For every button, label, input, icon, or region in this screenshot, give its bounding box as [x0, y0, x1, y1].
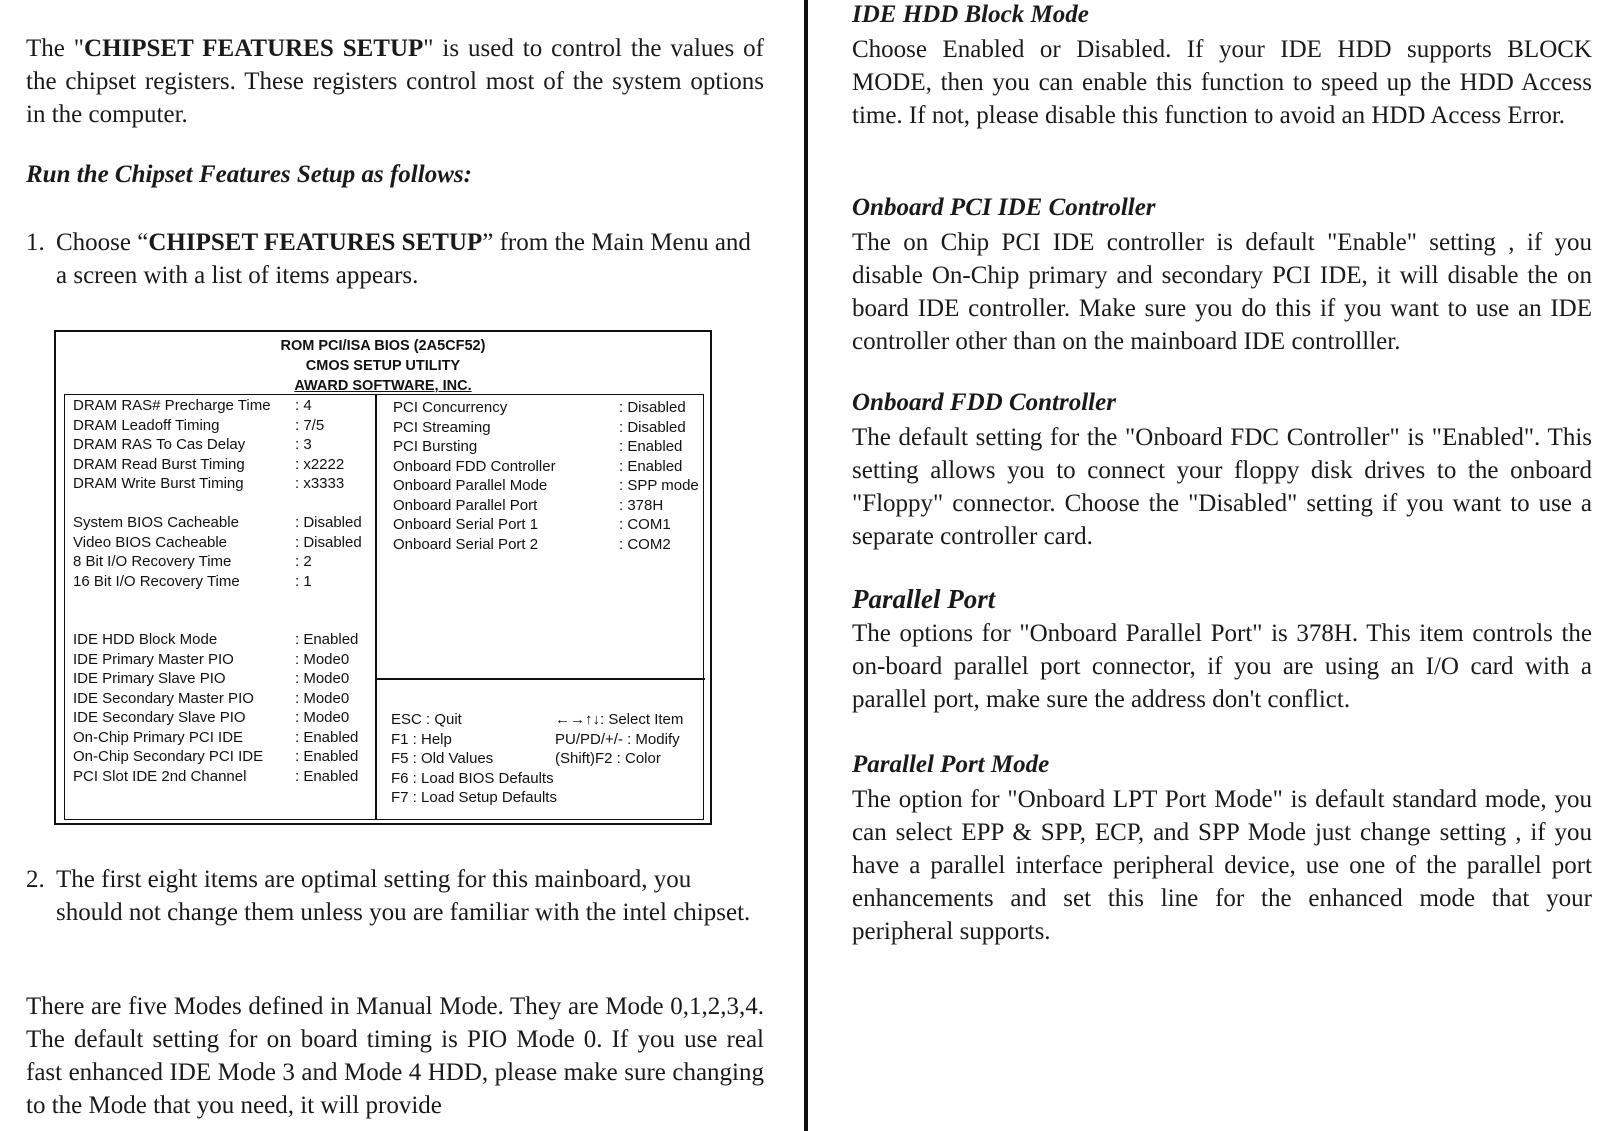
bios-item-value: : COM1: [619, 516, 671, 533]
section-text: The options for "Onboard Parallel Port" is 378H. This item controls the on-board parallel port connector, if you are using an I/O card with a parallel port, make sure the address don't conflict.: [852, 620, 1592, 713]
bios-item-value: : 7/5: [295, 416, 325, 434]
bios-item-label: IDE Secondary Slave PIO: [73, 709, 246, 726]
section-onboard-fdd-controller: [852, 388, 1592, 553]
section-onboard-pci-ide-controller: [852, 193, 1592, 358]
bios-item-value: : Disabled: [295, 533, 362, 551]
bios-key-label: F5 : Old Values: [391, 750, 494, 767]
bios-item-label: Video BIOS Cacheable: [73, 533, 227, 551]
bios-item-label: System BIOS Cacheable: [73, 514, 239, 531]
intro-keyword: CHIPSET FEATURES SETUP: [84, 35, 424, 62]
bios-item-value: : x3333: [295, 475, 345, 492]
section-title: Parallel Port: [852, 584, 996, 614]
bios-header-line2: CMOS SETUP UTILITY: [305, 358, 461, 374]
bios-key-label: ESC : Quit: [391, 711, 462, 728]
bios-item-label: PCI Bursting: [393, 438, 478, 455]
bios-key-value: ←→↑↓: Select Item: [555, 711, 684, 728]
bios-item-label: IDE Primary Slave PIO: [73, 670, 226, 687]
bios-item-label: Onboard FDD Controller: [393, 457, 556, 475]
bios-divider-vertical: [375, 395, 377, 819]
bios-item-value: : 3: [295, 436, 312, 453]
bios-item-value: : Enabled: [295, 631, 359, 648]
bios-screen: [54, 330, 712, 825]
intro-paragraph: [26, 32, 764, 131]
bios-item-value: : Enabled: [619, 438, 683, 455]
bios-item-label: IDE HDD Block Mode: [73, 631, 218, 648]
step-1-text: [56, 226, 764, 292]
bios-item-label: IDE Primary Master PIO: [73, 650, 234, 668]
bios-item-value: : Mode0: [295, 670, 350, 687]
section-title: IDE HDD Block Mode: [852, 1, 1089, 28]
bios-item-value: : Disabled: [295, 514, 362, 531]
section-title: Onboard PCI IDE Controller: [852, 194, 1156, 221]
bios-item-value: : Mode0: [295, 709, 350, 726]
intro-post: " is used to control the values of the chipset registers. These registers control most of the system options in the computer.: [26, 35, 765, 128]
bios-item-label: Onboard Parallel Port: [393, 496, 538, 514]
bios-key-label: F1 : Help: [391, 730, 452, 748]
section-parallel-port: [852, 584, 1592, 716]
bios-item-value: : Enabled: [619, 457, 683, 475]
step-1-keyword: CHIPSET FEATURES SETUP: [148, 229, 483, 256]
section-text: The on Chip PCI IDE controller is default "Enable" setting , if you disable On-Chip primary and secondary PCI IDE, it will disable the on board IDE controller. Make sure you do this if you want to use an IDE controller other than on the mainboard IDE controlller.: [852, 229, 1592, 355]
bios-item-label: PCI Slot IDE 2nd Channel: [73, 767, 247, 785]
step-2-text: The first eight items are optimal setting for this mainboard, you should not change them unless you are familiar with the intel chipset.: [56, 866, 751, 926]
bios-key-label: F7 : Load Setup Defaults: [391, 789, 557, 806]
bios-item-label: 8 Bit I/O Recovery Time: [73, 553, 232, 570]
intro-pre: The ": [26, 35, 85, 62]
bios-item-value: : Enabled: [295, 748, 359, 765]
section-title: Onboard FDD Controller: [852, 389, 1116, 416]
bios-key-label: F6 : Load BIOS Defaults: [391, 769, 554, 787]
bios-item-value: : COM2: [619, 535, 671, 553]
bios-item-value: : SPP mode: [619, 477, 699, 494]
section-ide-hdd-block-mode: [852, 0, 1592, 132]
bios-key-value: (Shift)F2 : Color: [555, 750, 661, 767]
section-title: Parallel Port Mode: [852, 751, 1050, 778]
bios-item-label: PCI Streaming: [393, 418, 491, 436]
step-2-number: 2.: [26, 866, 45, 893]
bios-item-value: : Disabled: [619, 418, 686, 436]
bios-item-value: : Mode0: [295, 689, 350, 707]
step-1-post: ” from the Main Menu and a screen with a list of items appears.: [56, 229, 751, 289]
column-divider: [804, 0, 808, 1131]
bios-item-label: On-Chip Secondary PCI IDE: [73, 748, 264, 765]
bios-item-label: Onboard Serial Port 1: [393, 516, 539, 533]
step-1: [26, 226, 764, 292]
bios-item-label: DRAM Read Burst Timing: [73, 455, 245, 473]
bios-item-label: IDE Secondary Master PIO: [73, 689, 254, 707]
bios-item-label: DRAM RAS To Cas Delay: [73, 436, 246, 453]
bios-item-value: : 2: [295, 553, 312, 570]
run-heading: Run the Chipset Features Setup as follows:: [26, 161, 472, 188]
bios-divider-horizontal: [375, 678, 705, 680]
section-text: The default setting for the "Onboard FDC Controller" is "Enabled". This setting allows you to connect your floppy disk drives to the onboard "Floppy" connector. Choose the "Disabled" setting if you want to use a separate controller card.: [852, 424, 1592, 550]
bios-item-label: 16 Bit I/O Recovery Time: [73, 572, 240, 590]
bios-item-value: : 1: [295, 572, 312, 590]
bios-item-label: DRAM RAS# Precharge Time: [73, 397, 271, 414]
bios-item-label: Onboard Serial Port 2: [393, 535, 539, 553]
bios-item-value: : 378H: [619, 496, 664, 514]
bios-item-value: : Enabled: [295, 767, 359, 785]
modes-paragraph: There are five Modes defined in Manual Mode. They are Mode 0,1,2,3,4. The default setting for on board timing is PIO Mode 0. If you use real fast enhanced IDE Mode 3 and Mode 4 HDD, please make sure changing to the Mode that you need, it will provide: [26, 993, 764, 1119]
bios-item-label: Onboard Parallel Mode: [393, 477, 548, 494]
bios-item-label: On-Chip Primary PCI IDE: [73, 728, 244, 746]
bios-item-value: : Enabled: [295, 728, 359, 746]
bios-header-line3: AWARD SOFTWARE, INC.: [294, 378, 472, 394]
step-2: [26, 863, 764, 929]
step-1-number: 1.: [26, 229, 45, 256]
bios-header-line1: ROM PCI/ISA BIOS (2A5CF52): [280, 338, 486, 354]
bios-key-value: PU/PD/+/- : Modify: [555, 730, 680, 748]
bios-item-value: : Disabled: [619, 399, 686, 416]
section-text: The option for "Onboard LPT Port Mode" is default standard mode, you can select EPP & SPP, ECP, and SPP Mode just change setting , if you have a parallel interface peripheral device, use one of the parallel port enhancements and set this line for the enhanced mode that your peripheral supports.: [852, 786, 1592, 945]
bios-item-value: : 4: [295, 397, 312, 414]
bios-item-label: PCI Concurrency: [393, 399, 508, 416]
bios-item-value: : x2222: [295, 455, 345, 473]
bios-item-label: DRAM Write Burst Timing: [73, 475, 244, 492]
step-1-pre: Choose “: [56, 229, 149, 256]
bios-header: [56, 336, 710, 396]
bios-item-label: DRAM Leadoff Timing: [73, 416, 220, 434]
bios-settings-panel: [64, 394, 704, 820]
bios-item-value: : Mode0: [295, 650, 350, 668]
section-parallel-port-mode: [852, 750, 1592, 948]
section-text: Choose Enabled or Disabled. If your IDE HDD supports BLOCK MODE, then you can enable this function to speed up the HDD Access time. If not, please disable this function to avoid an HDD Access Error.: [852, 36, 1592, 129]
